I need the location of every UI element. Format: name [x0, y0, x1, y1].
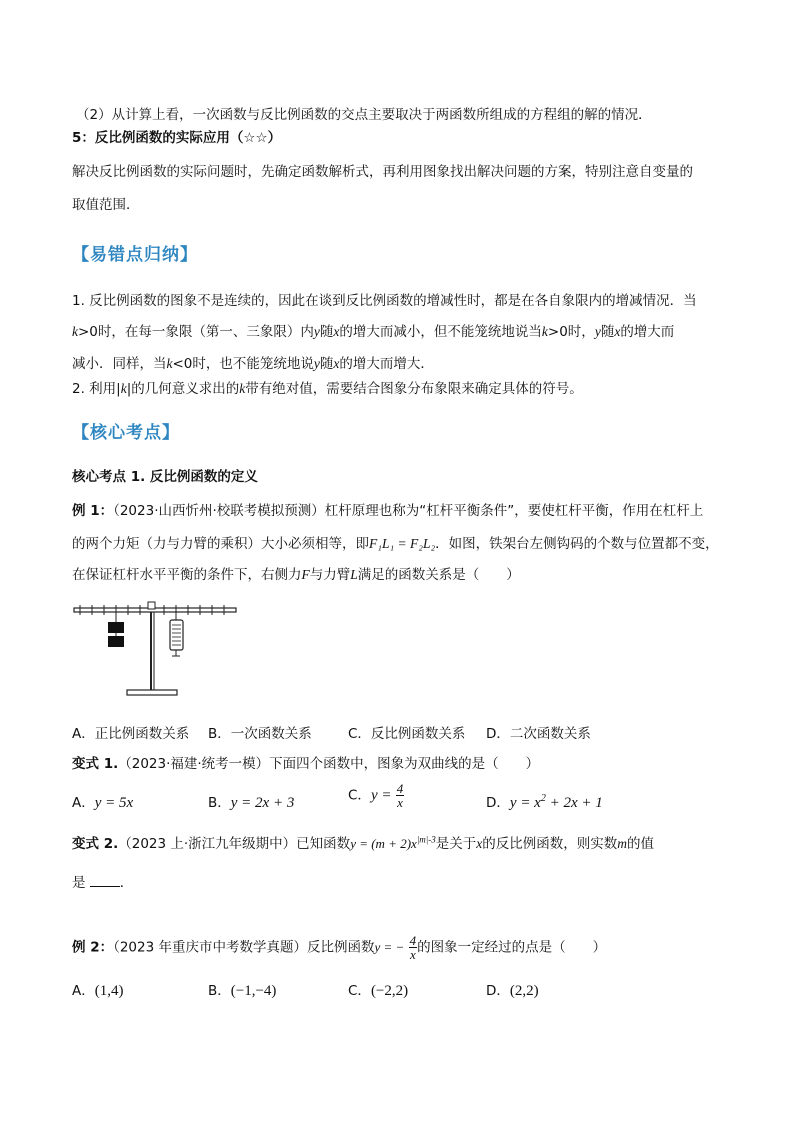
left-weight — [108, 622, 124, 633]
error-item: 1. 反比例函数的图象不是连续的，因此在谈到反比例函数的增减性时，都是在各自象限内的增减情况．当 — [72, 293, 697, 309]
error-item: k>0时，在每一象限（第一、三象限）内y随x的增大而减小，但不能笼统地说当k>0时，y随x的增大而 — [72, 324, 675, 340]
fraction: $\frac{4}{x}$ — [409, 933, 417, 962]
lever-figure — [70, 598, 240, 700]
variant-2-line: 变式 2.（2023 上·浙江九年级期中）已知函数$y = (m + 2)x^{|m|-3}$是关于x的反比例函数，则实数m的值 — [72, 834, 655, 852]
example-2-line: 例 2：（2023 年重庆市中考数学真题）反比例函数y = − $\frac{4}{x}$ 的图象一定经过的点是（ ） — [72, 933, 607, 962]
error-item: 减小．同样，当k<0时，也不能笼统地说y随x的增大而增大． — [72, 356, 434, 372]
option-c[interactable]: C．反比例函数关系 — [348, 726, 466, 742]
option-c[interactable]: C．y = $\frac{4}{x}$ — [348, 781, 404, 810]
section-5-text: 取值范围． — [72, 197, 140, 213]
left-weight — [108, 636, 124, 647]
option-a[interactable]: A．(1,4) — [72, 983, 124, 999]
fraction: $\frac{4}{x}$ — [396, 781, 404, 810]
section-5-text: 解决反比例函数的实际问题时，先确定函数解析式，再利用图象找出解决问题的方案，特别注意自变量的 — [72, 164, 693, 180]
option-a[interactable]: A．y = 5x — [72, 795, 134, 811]
error-item: 2. 利用|k|的几何意义求出的k带有绝对值，需要结合图象分布象限来确定具体的符号。 — [72, 381, 583, 397]
lever-pivot — [148, 602, 155, 609]
option-b[interactable]: B．(−1,−4) — [208, 983, 277, 999]
heading-core: 【核心考点】 — [72, 423, 180, 443]
option-b[interactable]: B．一次函数关系 — [208, 726, 312, 742]
variant-2-line: 是 ． — [72, 875, 134, 891]
example-1-line: 在保证杠杆水平平衡的条件下，右侧力F与力臂L满足的函数关系是（ ） — [72, 567, 520, 583]
option-b[interactable]: B．y = 2x + 3 — [208, 795, 295, 811]
example-1-line: 例 1：（2023·山西忻州·校联考模拟预测）杠杆原理也称为“杠杆平衡条件”，要使杠杆平衡，作用在杠杆上 — [72, 503, 704, 519]
option-d[interactable]: D．$y = x^2 + 2x + 1$ — [486, 793, 603, 811]
stand-base — [127, 690, 177, 695]
option-d[interactable]: D．(2,2) — [486, 983, 539, 999]
core-point-title: 核心考点 1. 反比例函数的定义 — [72, 469, 258, 485]
variant-1-line: 变式 1.（2023·福建·统考一模）下面四个函数中，图象为双曲线的是（ ） — [72, 756, 540, 772]
option-a[interactable]: A．正比例函数关系 — [72, 726, 190, 742]
example-1-line: 的两个力矩（力与力臂的乘积）大小必须相等，即F₁L₁ = F₂L₂．如图，铁架台左侧钩码的个数与位置都不变， — [72, 536, 719, 552]
intro-line: （2）从计算上看，一次函数与反比例函数的交点主要取决于两函数所组成的方程组的解的情况． — [76, 107, 652, 123]
answer-blank[interactable] — [90, 874, 120, 887]
heading-errors: 【易错点归纳】 — [72, 245, 198, 265]
section-5-title: 5：反比例函数的实际应用（☆☆） — [72, 130, 282, 146]
option-c[interactable]: C．(−2,2) — [348, 983, 409, 999]
option-d[interactable]: D．二次函数关系 — [486, 726, 591, 742]
spring-scale — [170, 620, 183, 650]
